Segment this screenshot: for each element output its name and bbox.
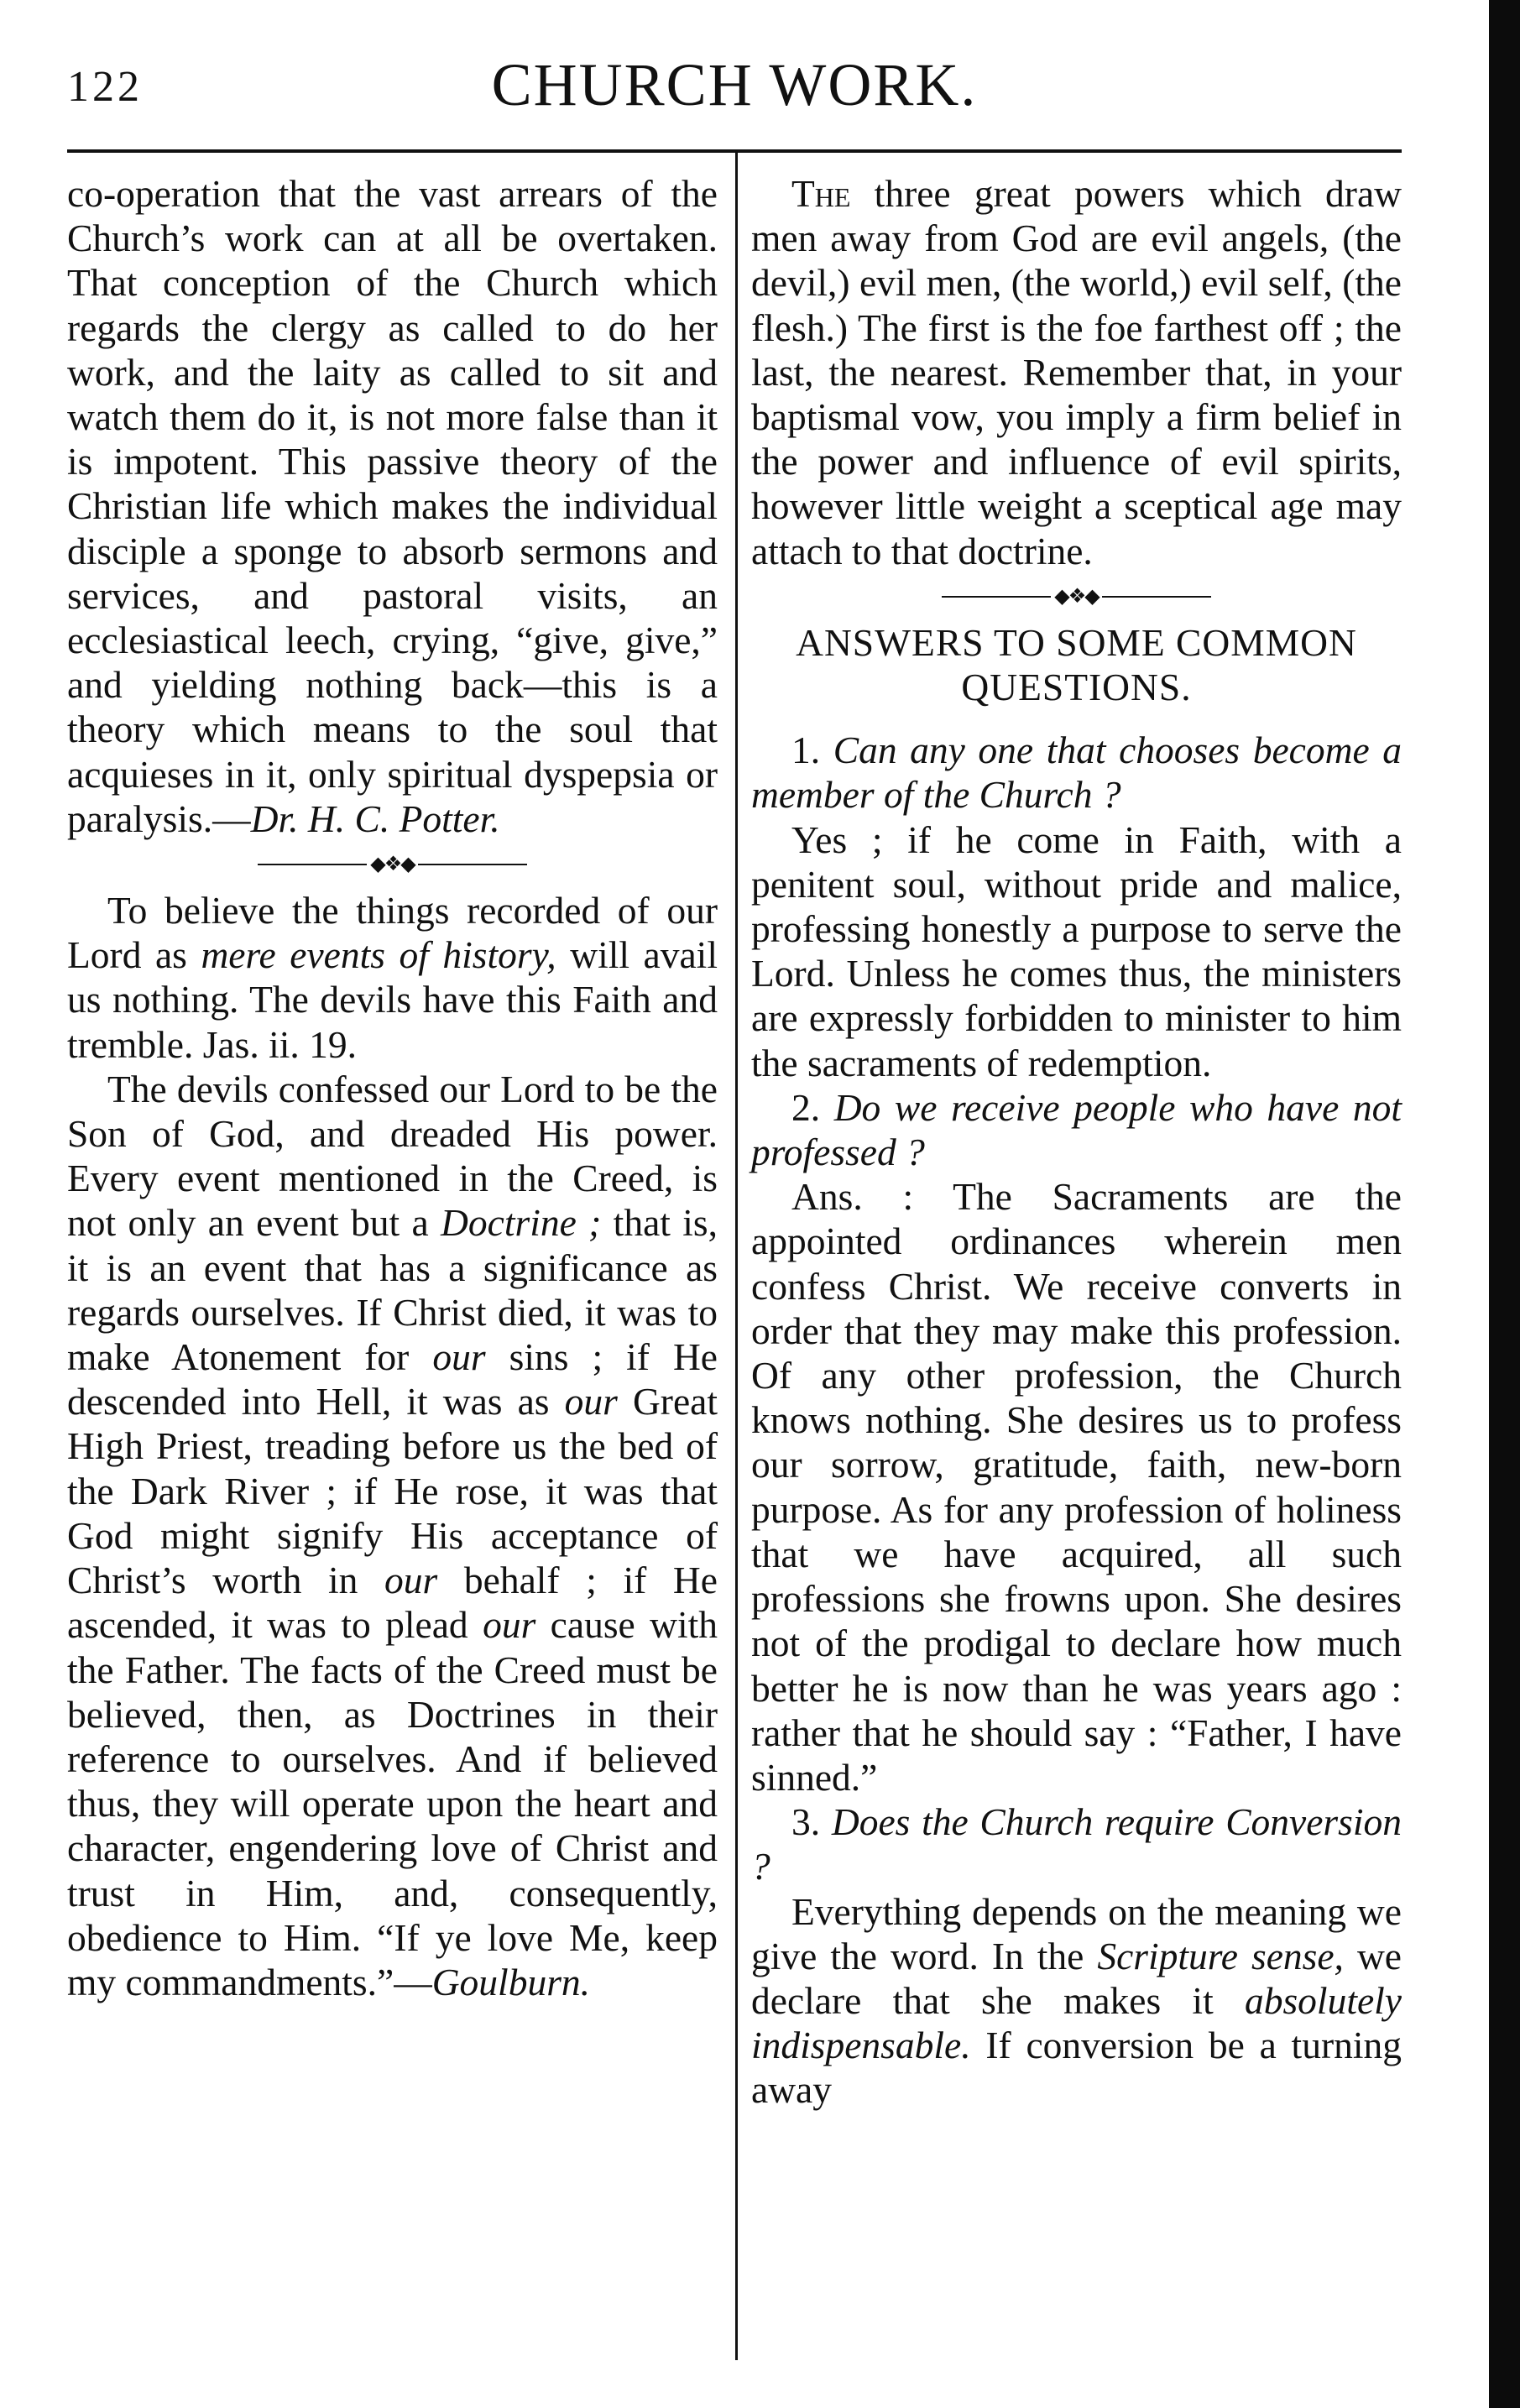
question-3: 3. Does the Church require Conversion ? <box>751 1800 1402 1888</box>
header-rule <box>67 149 1402 153</box>
belief-paragraph: To believe the things recorded of our Lord as mere events of history, will avail us nothing. The devils have this Faith and tremble. Jas. ii. 19. <box>67 889 718 1066</box>
page-edge-shadow <box>1489 0 1520 2408</box>
devils-paragraph: The devils confessed our Lord to be the Son of God, and dreaded His power. Every event mentioned in the Creed, is not only an event but a Doctrine ; that is, it is an event that has a significance as regards ourselves. If Christ died, it was to make Atonement for our sins ; if He descended into Hell, it was as our Great High Priest, treading before us the bed of the Dark River ; if He rose, it was that God might signify His acceptance of Christ’s worth in our behalf ; if He ascended, it was to plead our cause with the Father. The facts of the Creed must be believed, then, as Doctrines in their reference to ourselves. And if believed thus, they will operate upon the heart and character, engendering love of Christ and trust in Him, and, consequently, obedience to Him. “If ye love Me, keep my commandments.”—Goulburn. <box>67 1067 718 2003</box>
page-number: 122 <box>67 63 143 111</box>
three-powers-paragraph: The three great powers which draw men away from God are evil angels, (the devil,) evil men, (the world,) evil self, (the flesh.) The first is the foe farthest off ; the last, the nearest. Remember that, in your baptismal vow, you imply a firm belief in the power and influence of evil spirits, however little weight a sceptical age may attach to that doctrine. <box>751 172 1402 572</box>
answer-2: Ans. : The Sacraments are the appointed ordinances wherein men confess Christ. We receive converts in order that they may make this profession. Of any other profession, the Church knows nothing. She desires us to profess our sorrow, gratitude, faith, new-born purpose. As for any profession of holiness that we have acquired, all such professions she frowns upon. She desires not of the prodigal to declare how much better he is now than he was years ago : rather that he should say : “Father, I have sinned.” <box>751 1175 1402 1799</box>
running-title: CHURCH WORK. <box>491 51 978 118</box>
ornament-icon: ◆❖◆ <box>370 854 415 876</box>
goulburn-attribution: Goulburn. <box>431 1960 591 2003</box>
page-header <box>67 50 1402 134</box>
potter-quote-paragraph: co-operation that the vast arrears of the Church’s work can at all be overtaken. That conception of the Church which regards the clergy as called to do her work, and the laity as called to sit and watch them do it, is not more false than it is impotent. This passive theory of the Christian life which makes the individual disciple a sponge to absorb sermons and services, and pastoral visits, an ecclesiastical leech, crying, “give, give,” and yielding nothing back—this is a theory which means to the soul that acquieses in it, only spiritual dyspepsia or paralysis.—Dr. H. C. Potter. <box>67 172 718 840</box>
section-heading: ANSWERS TO SOME COMMON QUESTIONS. <box>796 620 1357 709</box>
question-1: 1. Can any one that chooses become a member of the Church ? <box>751 729 1402 817</box>
question-2: 2. Do we receive people who have not professed ? <box>751 1085 1402 1174</box>
section-ornament <box>67 841 718 888</box>
potter-attribution: Dr. H. C. Potter. <box>250 797 500 840</box>
section-ornament-right <box>751 573 1402 620</box>
answer-1: Yes ; if he come in Faith, with a penitent soul, without pride and malice, professing honestly a purpose to serve the Lord. Unless he comes thus, the ministers are expressly forbidden to minister to him the sacraments of redemption. <box>751 817 1402 1084</box>
right-column <box>751 171 1402 2113</box>
column-divider <box>735 153 738 2360</box>
answer-3: Everything depends on the meaning we give the word. In the Scripture sense, we declare that she makes it absolutely indispensable. If conversion be a turning away <box>751 1889 1402 2112</box>
left-column <box>67 171 718 2004</box>
ornament-icon: ◆❖◆ <box>1054 585 1099 608</box>
